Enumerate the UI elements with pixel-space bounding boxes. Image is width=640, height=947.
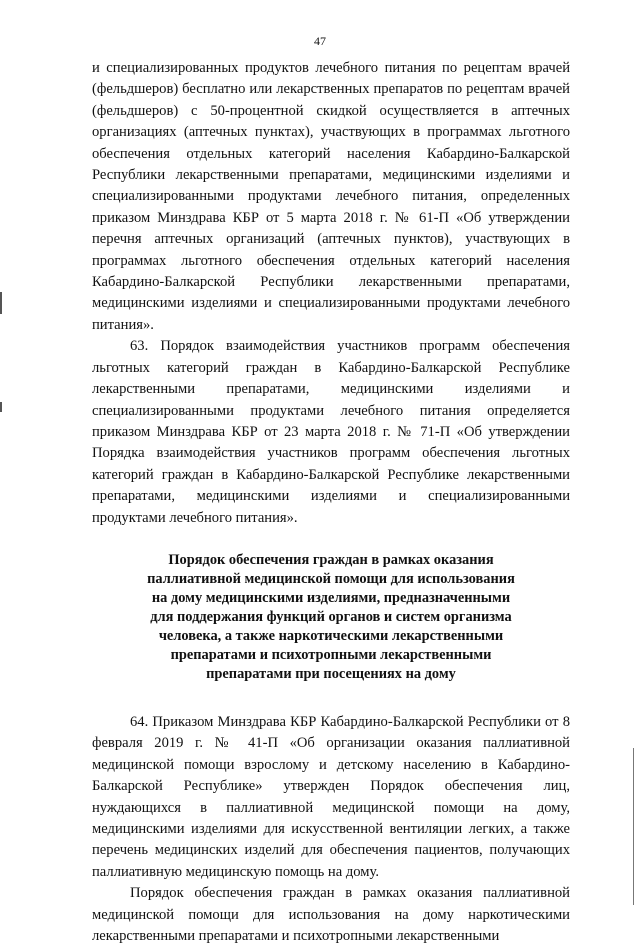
- margin-mark-lower: [0, 402, 2, 412]
- document-body: [92, 58, 570, 947]
- page-number: 47: [314, 34, 326, 48]
- section-heading: [102, 551, 560, 684]
- text-block-bottom: [92, 712, 570, 947]
- margin-mark-upper: [0, 292, 2, 314]
- heading-line: препаратами при посещениях на дому: [206, 665, 456, 682]
- heading-line: препаратами и психотропными лекарственными: [170, 646, 492, 663]
- margin-mark-right: [633, 748, 634, 905]
- text-block-top: [92, 58, 570, 529]
- paragraph-continuation: и специализированных продуктов лечебного питания по рецептам врачей (фельдшеров) бесплатно или лекарственных препаратов по рецептам врачей (фельдшеров) с 50-процентной скидкой осуществляется в аптечных организациях (аптечных пунктах), участвующих в программах льготного обеспечения отдельных категорий населения Кабардино-Балкарской Республики лекарственными препаратами, медицинскими изделиями и специализированными продуктами лечебного питания, определенных приказом Минздрава КБР от 5 марта 2018 г. № 61-П «Об утверждении перечня аптечных организаций (аптечных пунктов), участвующих в программах льготного обеспечения отдельных категорий населения Кабардино-Балкарской Республики лекарственными препаратами, медицинскими изделиями и специализированными продуктами лечебного питания».: [92, 60, 570, 333]
- paragraph-63: 63. Порядок взаимодействия участников программ обеспечения льготных категорий граждан в Кабардино-Балкарской Республике лекарственными препаратами, медицинскими изделиями и специализированными продуктами лечебного питания определяется приказом Минздрава КБР от 23 марта 2018 г. № 71-П «Об утверждении Порядка взаимодействия участников программ обеспечения льготных категорий граждан в Кабардино-Балкарской Республике лекарственными препаратами, медицинскими изделиями и специализированными продуктами лечебного питания».: [92, 338, 570, 526]
- heading-line: Порядок обеспечения граждан в рамках оказания: [168, 551, 494, 568]
- paragraph-procedure: Порядок обеспечения граждан в рамках оказания паллиативной медицинской помощи для использования на дому наркотическими лекарственными препаратами и психотропными лекарственными: [92, 885, 570, 944]
- heading-line: паллиативной медицинской помощи для использования: [147, 570, 515, 587]
- heading-line: для поддержания функций органов и систем организма: [150, 608, 512, 625]
- heading-line: человека, а также наркотическими лекарственными: [158, 627, 504, 644]
- paragraph-64: 64. Приказом Минздрава КБР Кабардино-Балкарской Республики от 8 февраля 2019 г. № 41-П «Об организации оказания паллиативной медицинской помощи взрослому и детскому населению в Кабардино-Балкарской Республике» утвержден Порядок обеспечения лиц, нуждающихся в паллиативной медицинской помощи на дому, медицинскими изделиями для искусственной вентиляции легких, а также перечень медицинских изделий для обеспечения пациентов, получающих паллиативную медицинскую помощь на дому.: [92, 713, 570, 880]
- heading-line: на дому медицинскими изделиями, предназначенными: [151, 589, 511, 606]
